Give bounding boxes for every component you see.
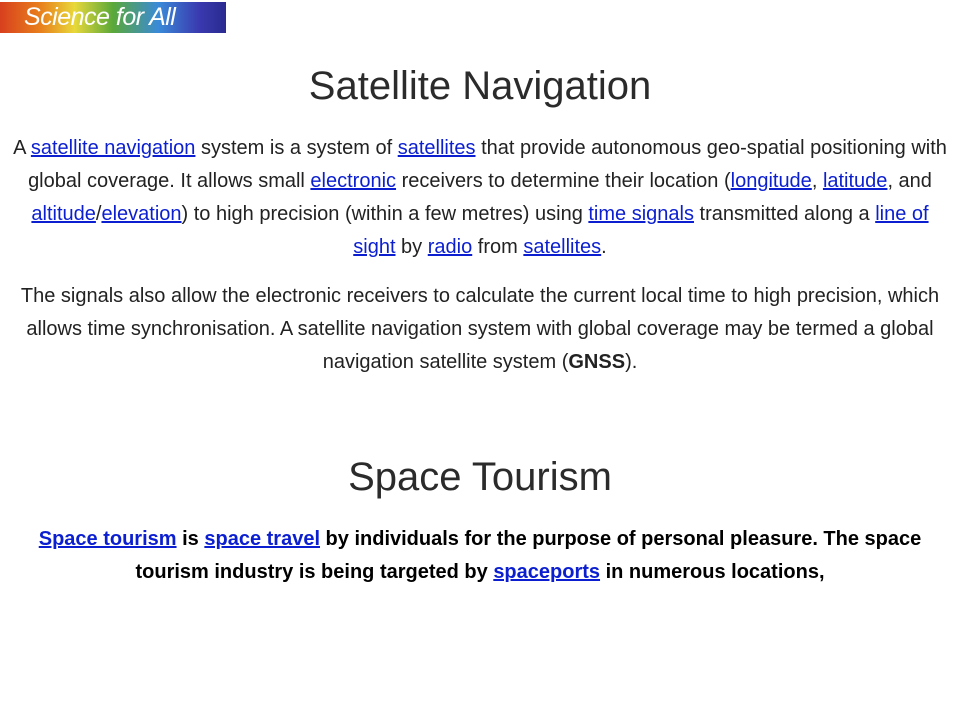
text: , and	[887, 170, 932, 192]
satellite-navigation-title: Satellite Navigation	[308, 64, 652, 108]
text: .	[601, 236, 607, 258]
science-for-all-logo	[0, 2, 226, 33]
link-latitude[interactable]: latitude	[822, 170, 888, 192]
link-spaceports[interactable]: spaceports	[493, 561, 601, 583]
text: in numerous locations,	[600, 561, 825, 583]
satellite-navigation-paragraph-2	[8, 280, 952, 379]
text: from	[472, 236, 524, 258]
space-tourism-title: Space Tourism	[348, 455, 612, 499]
link-satellite-navigation[interactable]: satellite navigation	[30, 137, 196, 159]
text: ,	[811, 170, 823, 192]
link-longitude[interactable]: longitude	[730, 170, 812, 192]
text: transmitted along a	[693, 203, 876, 225]
text: A	[13, 137, 31, 159]
text: /	[95, 203, 102, 225]
link-line-of-sight[interactable]: line of sight	[353, 203, 929, 258]
link-space-tourism[interactable]: Space tourism	[38, 528, 177, 550]
text: by individuals for the purpose of personal pleasure. The space tourism industry is being targeted by	[135, 528, 922, 583]
link-electronic[interactable]: electronic	[310, 170, 397, 192]
text: receivers to determine their location (	[396, 170, 731, 192]
link-elevation[interactable]: elevation	[101, 203, 182, 225]
logo-text: Science for All	[24, 3, 176, 31]
space-tourism-paragraph	[8, 523, 952, 589]
text: The signals also allow the electronic receivers to calculate the current local time to high precision, which allows time synchronisation. A satellite navigation system with global coverage may be termed a global navigation satellite system (	[20, 285, 940, 373]
link-altitude[interactable]: altitude	[31, 203, 96, 225]
link-radio[interactable]: radio	[427, 236, 473, 258]
link-space-travel[interactable]: space travel	[204, 528, 320, 550]
text: ) to high precision (within a few metres) using	[181, 203, 589, 225]
text: ).	[625, 351, 638, 373]
link-time-signals[interactable]: time signals	[588, 203, 694, 225]
link-satellites[interactable]: satellites	[523, 236, 602, 258]
link-satellites[interactable]: satellites	[397, 137, 476, 159]
text: by	[395, 236, 428, 258]
text: that provide autonomous geo-spatial positioning with global coverage. It allows small	[28, 137, 947, 192]
satellite-navigation-paragraph-1	[8, 132, 952, 264]
text: is	[176, 528, 205, 550]
bold-text: GNSS	[568, 351, 626, 373]
text: system is a system of	[195, 137, 398, 159]
